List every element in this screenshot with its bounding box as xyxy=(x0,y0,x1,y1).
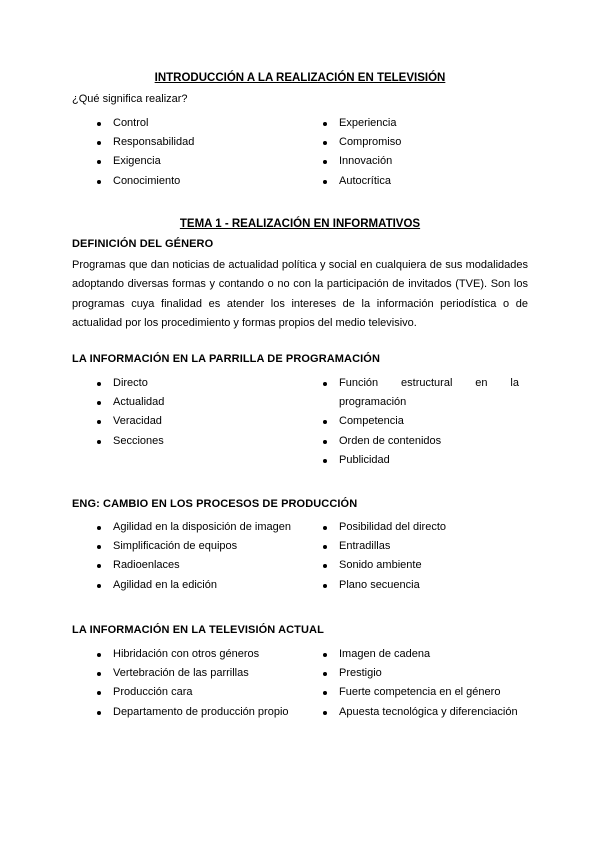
list-item: Exigencia xyxy=(97,152,194,171)
word: la xyxy=(510,377,519,389)
eng-list-left xyxy=(97,518,291,595)
list-item: Imagen de cadena xyxy=(323,645,518,664)
parrilla-list-right xyxy=(323,374,519,470)
main-title: INTRODUCCIÓN A LA REALIZACIÓN EN TELEVISIÓN xyxy=(154,72,446,84)
list-item: Plano secuencia xyxy=(323,576,446,595)
eng-list-right xyxy=(323,518,446,595)
list-item: Innovación xyxy=(323,152,401,171)
list-item: Secciones xyxy=(97,432,164,451)
list-item: Directo xyxy=(97,374,164,393)
list-item: Simplificación de equipos xyxy=(97,537,291,556)
list-item: Control xyxy=(97,114,194,133)
actual-heading: LA INFORMACIÓN EN LA TELEVISIÓN ACTUAL xyxy=(72,624,324,636)
list-item: Experiencia xyxy=(323,114,401,133)
list-item: Posibilidad del directo xyxy=(323,518,446,537)
list-item xyxy=(323,374,519,412)
parrilla-heading: LA INFORMACIÓN EN LA PARRILLA DE PROGRAMACIÓN xyxy=(72,353,381,365)
word: estructural xyxy=(401,377,453,389)
list-item: Hibridación con otros géneros xyxy=(97,645,289,664)
list-item: Producción cara xyxy=(97,683,289,702)
list-item: Responsabilidad xyxy=(97,133,194,152)
list-item: Departamento de producción propio xyxy=(97,703,289,722)
actual-list-right xyxy=(323,645,518,722)
list-item: Competencia xyxy=(323,412,519,431)
list-item: Entradillas xyxy=(323,537,446,556)
list-item: Agilidad en la disposición de imagen xyxy=(97,518,291,537)
intro-list-right xyxy=(323,114,401,191)
definition-heading: DEFINICIÓN DEL GÉNERO xyxy=(72,238,214,250)
parrilla-list-left xyxy=(97,374,164,451)
list-item: Veracidad xyxy=(97,412,164,431)
tema-title: TEMA 1 - REALIZACIÓN EN INFORMATIVOS xyxy=(179,218,421,230)
list-item: Vertebración de las parrillas xyxy=(97,664,289,683)
list-item: Publicidad xyxy=(323,451,519,470)
word: programación xyxy=(339,396,407,409)
list-item: Fuerte competencia en el género xyxy=(323,683,518,702)
list-item: Prestigio xyxy=(323,664,518,683)
list-item: Actualidad xyxy=(97,393,164,412)
word: Función xyxy=(339,377,379,389)
list-item: Orden de contenidos xyxy=(323,432,519,451)
list-item: Compromiso xyxy=(323,133,401,152)
intro-question: ¿Qué significa realizar? xyxy=(72,93,188,105)
actual-list-left xyxy=(97,645,289,722)
definition-paragraph: Programas que dan noticias de actualidad política y social en cualquiera de sus modalidades adoptando diversas formas y contando o no con la participación de invitados (TVE). Son los programas cuya finalidad es atender los intereses de la información periodística o de actualidad por los procedimiento y formas propios del medio televisivo. xyxy=(72,259,528,330)
intro-list-left xyxy=(97,114,194,191)
word: en xyxy=(475,377,488,389)
list-item: Autocrítica xyxy=(323,172,401,191)
list-item: Radioenlaces xyxy=(97,556,291,575)
list-item: Agilidad en la edición xyxy=(97,576,291,595)
list-item: Sonido ambiente xyxy=(323,556,446,575)
list-item: Apuesta tecnológica y diferenciación xyxy=(323,703,518,722)
list-item: Conocimiento xyxy=(97,172,194,191)
eng-heading: ENG: CAMBIO EN LOS PROCESOS DE PRODUCCIÓN xyxy=(72,498,358,510)
